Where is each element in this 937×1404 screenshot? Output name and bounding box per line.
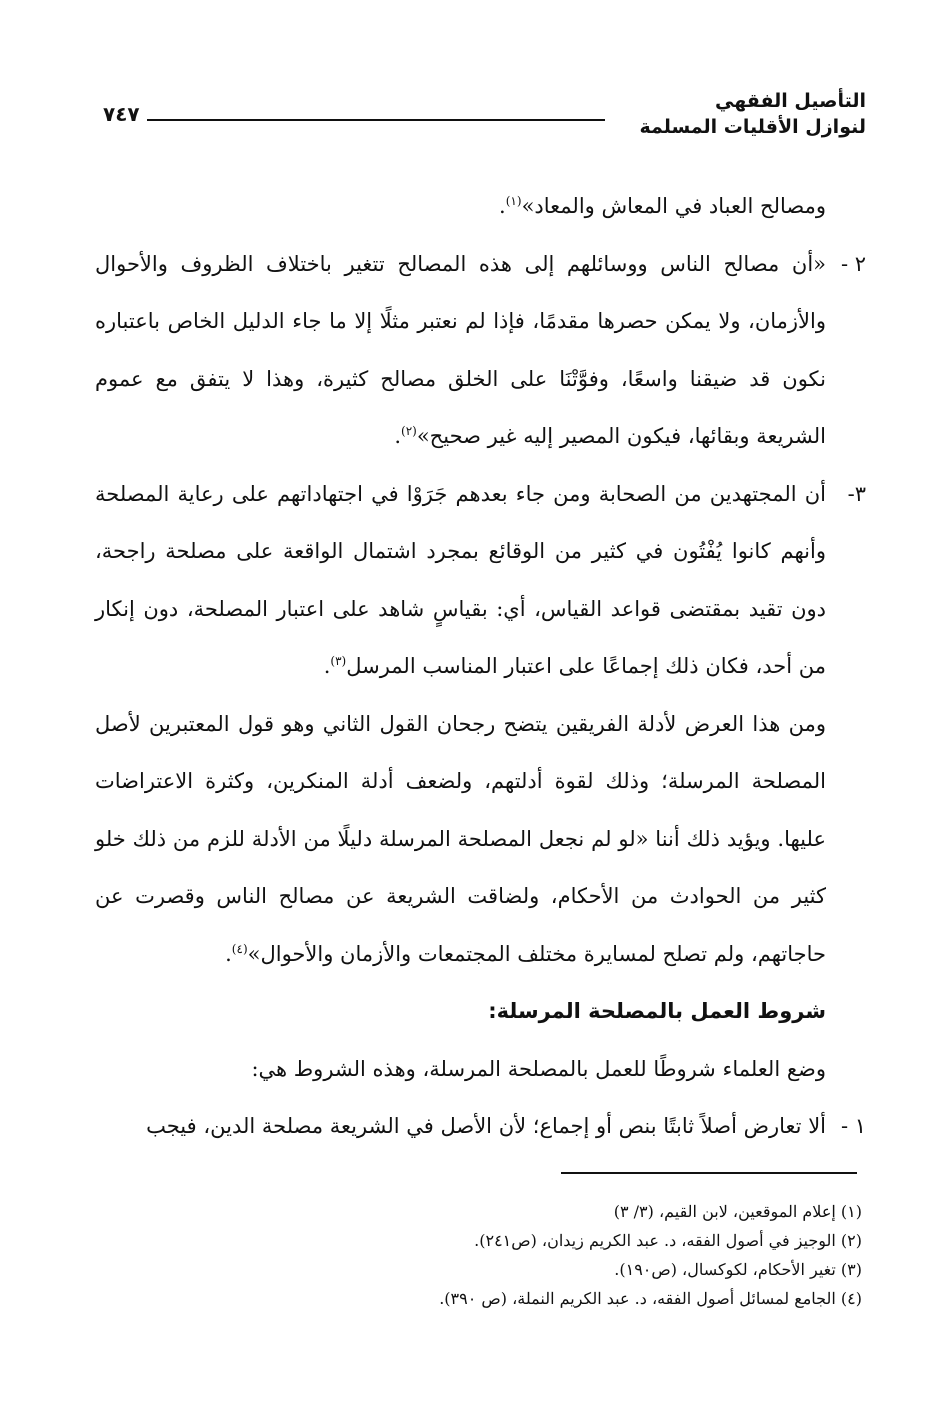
conditions-intro: وضع العلماء شروطًا للعمل بالمصلحة المرسلة، وهذه الشروط هي:: [251, 1056, 826, 1081]
book-title-line-1: التأصيل الفقهي: [715, 90, 866, 112]
footnote-ref-3[interactable]: (٣): [330, 654, 347, 668]
list-text-2: «أن مصالح الناس ووسائلهم إلى هذه المصالح تتغير باختلاف الظروف والأحوال والأزمان، ولا يمكن حصرها مقدمًا، فإذا لم نعتبر مثلًا إلا ما جاء الدليل الخاص باعتباره نكون قد ضيقنا واسعًا، وفوَّتْنَا على الخلق مصالح كثيرة، وهذا لا يتفق مع عموم الشريعة وبقائها، فيكون المصير إليه غير صحيح»: [95, 251, 826, 448]
list-end-2: .: [394, 424, 401, 448]
conclusion-end: .: [225, 941, 232, 966]
main-text: [95, 178, 866, 1156]
footnote-3: (٣) تغير الأحكام، لكوكسال، (ص١٩٠).: [614, 1260, 862, 1279]
intro-end: .: [499, 194, 506, 218]
book-title-line-2: لنوازل الأقليات المسلمة: [639, 116, 866, 138]
footnote-ref-2[interactable]: (٢): [401, 424, 417, 438]
intro-paragraph: [95, 178, 866, 236]
list-end-3: .: [323, 654, 331, 678]
footnote-ref-1[interactable]: (١): [505, 194, 522, 208]
list-item-3: [95, 466, 866, 696]
footnotes: [95, 1197, 866, 1313]
footnote-separator: [561, 1172, 857, 1174]
list-number-3: ٣-: [847, 481, 866, 506]
condition-number-1: ١ -: [840, 1114, 866, 1138]
section-heading: شروط العمل بالمصلحة المرسلة:: [488, 999, 826, 1023]
book-title: [639, 88, 866, 140]
list-number-2: ٢ -: [840, 251, 866, 276]
conclusion-paragraph: [95, 696, 866, 984]
list-item-2: [95, 236, 866, 466]
intro-text: ومصالح العباد في المعاش والمعاد»: [521, 194, 826, 218]
condition-text-1: ألا تعارض أصلاً ثابتًا بنص أو إجماع؛ لأن الأصل في الشريعة مصلحة الدين، فيجب: [146, 1114, 826, 1138]
footnote-1: (١) إعلام الموقعين، لابن القيم، (٣/ ٣): [613, 1202, 862, 1221]
footnote-ref-4[interactable]: (٤): [231, 941, 248, 956]
condition-item-1: [95, 1098, 866, 1156]
running-header: [95, 88, 866, 158]
list-text-3: أن المجتهدين من الصحابة ومن جاء بعدهم جَرَوْا في اجتهاداتهم على رعاية المصلحة وأنهم كانوا يُفْتُون في كثير من الوقائع بمجرد اشتمال الواقعة على مصلحة راجحة، دون تقيد بمقتضى قواعد القياس، أي: بقياسٍ شاهد على اعتبار المصلحة، دون إنكار من أحد، فكان ذلك إجماعًا على اعتبار المناسب المرسل: [95, 481, 826, 678]
header-rule: [147, 119, 605, 121]
page-number: ٧٤٧: [103, 102, 140, 126]
conclusion-text: ومن هذا العرض لأدلة الفريقين يتضح رجحان القول الثاني وهو قول المعتبرين لأصل المصلحة المرسلة؛ وذلك لقوة أدلتهم، ولضعف أدلة المنكرين، وكثرة الاعتراضات عليها. ويؤيد ذلك أننا «لو لم نجعل المصلحة المرسلة دليلًا من الأدلة للزم من ذلك خلو كثير من الحوادث من الأحكام، ولضاقت الشريعة عن مصالح الناس وقصرت عن حاجاتهم، ولم تصلح لمسايرة مختلف المجتمعات والأزمان والأحوال»: [95, 711, 826, 966]
footnote-2: (٢) الوجيز في أصول الفقه، د. عبد الكريم زيدان، (ص٢٤١).: [474, 1231, 862, 1250]
footnote-4: (٤) الجامع لمسائل أصول الفقه، د. عبد الكريم النملة، (ص ٣٩٠).: [439, 1289, 862, 1308]
